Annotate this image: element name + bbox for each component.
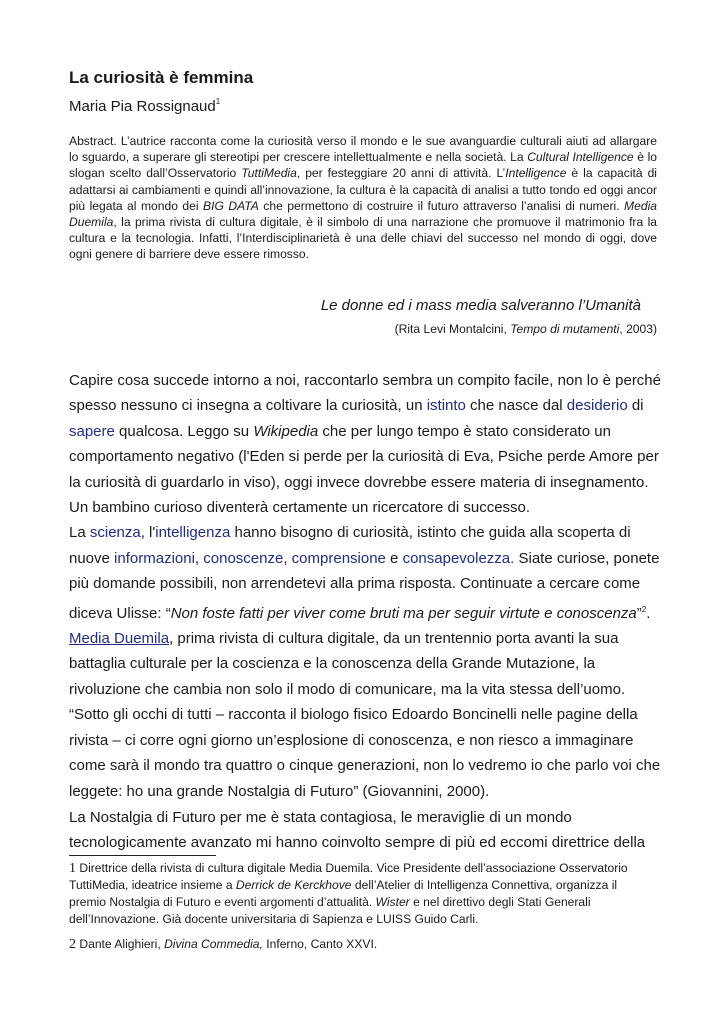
- document-title: La curiosità è femmina: [69, 68, 254, 87]
- footnote-2: 2 Dante Alighieri, Divina Commedia, Inferno, Canto XXVI.: [69, 937, 378, 952]
- link-istinto[interactable]: istinto: [426, 397, 466, 415]
- paragraph-1: Capire cosa succede intorno a noi, raccontarlo sembra un compito facile, non lo è perché spesso nessuno ci insegna a coltivare la curiosità, un istinto che nasce dal desiderio di sapere qualcosa. Leggo su Wikipedia che per lungo tempo è stato considerato un comportamento negativo (l'Eden si perde per la curiosità di Eva, Psiche perde Amore per la curiosità di guardarlo in viso), oggi invece dovrebbe essere materia di insegnamento. Un bambino curioso diventerà certamente un ricercatore di successo.: [69, 372, 661, 517]
- author-name: Maria Pia Rossignaud: [69, 98, 216, 115]
- epigraph-source: (Rita Levi Montalcini, Tempo di mutamenti, 2003): [394, 322, 657, 336]
- footnote-1: 1 Direttrice della rivista di cultura digitale Media Duemila. Vice Presidente dell’associazione Osservatorio TuttiMedia, ideatrice insieme a Derrick de Kerckhove dell’Atelier di Intelligenza Connettiva, organizza il premio Nostalgia di Futuro e eventi argomenti d’attualità. Wister e nel direttivo degli Stati Generali dell’Innovazione. Già docente universitaria di Sapienza e LUISS Guido Carli.: [69, 861, 628, 926]
- link-media-duemila[interactable]: Media Duemila: [69, 630, 170, 648]
- link-comprensione[interactable]: comprensione: [291, 549, 386, 567]
- epigraph-quote: Le donne ed i mass media salveranno l’Umanità: [320, 297, 641, 314]
- link-desiderio[interactable]: desiderio: [566, 397, 628, 415]
- author-footnote-ref[interactable]: 1: [215, 97, 221, 106]
- link-intelligenza[interactable]: intelligenza: [155, 524, 231, 542]
- link-conoscenze[interactable]: conoscenze: [203, 549, 284, 567]
- link-consapevolezza[interactable]: consapevolezza.: [402, 549, 515, 567]
- paragraph-3: Media Duemila, prima rivista di cultura digitale, da un trentennio porta avanti la sua battaglia culturale per la coscienza e la conoscenza della Grande Mutazione, la rivoluzione che cambia non solo il modo di comunicare, ma la vita stessa dell’uomo.: [69, 630, 626, 698]
- paragraph-4: “Sotto gli occhi di tutti – racconta il biologo fisico Edoardo Boncinelli nelle pagine della rivista – ci corre ogni giorno un’esplosione di conoscenza, e non riesco a immaginare come sarà il mondo tra quattro o cinque generazioni, non lo vedremo io che parlo voi che leggete: ho una grande Nostalgia di Futuro” (Giovannini, 2000).: [69, 706, 661, 800]
- author-line: [69, 98, 220, 115]
- footnote-ref-2[interactable]: 2: [641, 604, 647, 614]
- paragraph-2: La scienza, l'intelligenza hanno bisogno di curiosità, istinto che guida alla scoperta di nuove informazioni, conoscenze, comprensione e consapevolezza. Siate curiose, ponete più domande possibili, non arrendetevi alla prima risposta. Continuate a cercare come diceva Ulisse: “Non foste fatti per viver come bruti ma per seguir virtute e conoscenza”$^2$.: [69, 524, 660, 622]
- body-text: [69, 368, 664, 804]
- footnotes: [69, 860, 657, 961]
- paragraph-5: La Nostalgia di Futuro per me è stata contagiosa, le meraviglie di un mondo tecnologicamente avanzato mi hanno coinvolto sempre di più ed eccomi direttrice della: [69, 809, 646, 852]
- link-scienza[interactable]: scienza: [89, 524, 141, 542]
- footnote-divider: [69, 855, 216, 856]
- link-sapere[interactable]: sapere: [69, 422, 115, 440]
- link-informazioni[interactable]: informazioni: [114, 549, 195, 567]
- abstract: Abstract. L’autrice racconta come la curiosità verso il mondo e le sue avanguardie culturali aiuti ad allargare lo sguardo, a superare gli stereotipi per crescere intellettualmente e nella società. La Cultural Intelligence è lo slogan scelto dall’Osservatorio TuttiMedia, per festeggiare 20 anni di attività. L’Intelligence è la capacità di adattarsi ai cambiamenti e quindi all’innovazione, la cultura è la capacità di analisi a tutto tondo ed oggi ancor più legata al mondo dei BIG DATA che permettono di costruire il futuro attraverso l’analisi di numeri. Media Duemila, la prima rivista di cultura digitale, è il simbolo di una narrazione che promuove il matrimonio fra la cultura e la tecnologia. Infatti, l’Interdisciplinarietà è una delle chiavi del successo nel mondo di oggi, dove ogni genere di barriere deve essere rimosso.: [69, 134, 658, 262]
